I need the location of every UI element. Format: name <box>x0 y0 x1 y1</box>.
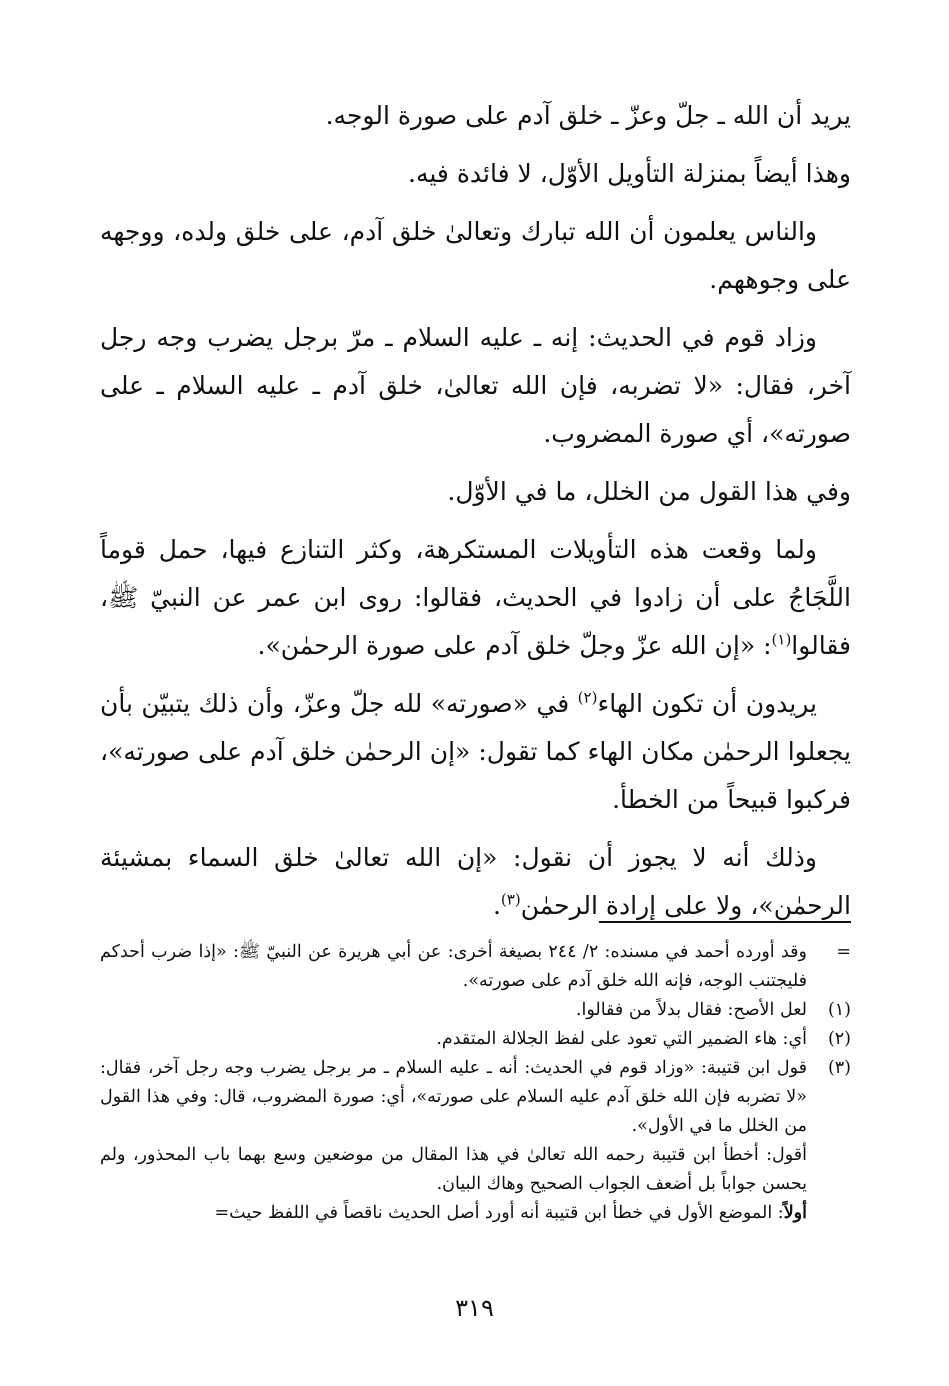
footnote-continuation-text: وقد أورده أحمد في مسنده: ٢/ ٢٤٤ بصيغة أخرى: عن أبي هريرة عن النبيّ ﷺ: «إذا ضرب أحدكم فليجتنب الوجه، فإنه الله خلق آدم على صورته». <box>100 942 807 991</box>
footnote-3-mark: (٣) <box>827 1058 851 1078</box>
footnote-continuation-mark: = <box>836 942 851 962</box>
footnote-continuation <box>100 938 851 996</box>
paragraph-6 <box>100 526 851 670</box>
footnote-2-mark: (٢) <box>827 1029 851 1049</box>
paragraph-8-text-b: . <box>492 891 501 920</box>
footnote-3 <box>100 1054 851 1228</box>
footnote-3-paragraph-3-rest: : الموضع الأول في خطأ ابن قتيبة أنه أورد أصل الحديث ناقصاً في اللفظ حيث= <box>214 1203 784 1223</box>
paragraph-2: وهذا أيضاً بمنزلة التأويل الأوّل، لا فائدة فيه. <box>408 159 851 188</box>
footnote-1-text: لعل الأصح: فقال بدلاً من فقالوا. <box>575 1000 807 1020</box>
footnote-3-paragraph-3 <box>100 1199 807 1228</box>
footnote-3-paragraph-3-lead: أولاً <box>783 1203 807 1223</box>
footnote-3-text: قول ابن قتيبة: «وزاد قوم في الحديث: أنه ـ عليه السلام ـ مر برجل يضرب وجه رجل آخر، فقال: «لا تضربه فإن الله خلق آدم عليه السلام على صورته»، أي: صورة المضروب، قال: وفي هذا القول من الخلل ما في الأول». <box>100 1058 807 1136</box>
footnote-3-body <box>100 1054 807 1228</box>
footnote-1-mark: (١) <box>827 1000 851 1020</box>
footnote-1 <box>100 996 851 1025</box>
page-number: ٣١٩ <box>455 1294 494 1322</box>
paragraph-7 <box>100 680 851 824</box>
footnote-separator <box>599 921 851 923</box>
footnote-2 <box>100 1025 851 1054</box>
paragraph-7-text-a: يريدون أن تكون الهاء <box>597 689 817 718</box>
footnote-ref-1: (١) <box>771 630 792 649</box>
main-text <box>100 92 851 940</box>
footnote-ref-3: (٣) <box>500 890 521 909</box>
footnote-2-text: أي: هاء الضمير التي تعود على لفظ الجلالة المتقدم. <box>436 1029 807 1049</box>
paragraph-3: والناس يعلمون أن الله تبارك وتعالىٰ خلق آدم، على خلق ولده، ووجهه على وجوههم. <box>100 217 851 294</box>
paragraph-5: وفي هذا القول من الخلل، ما في الأوّل. <box>447 477 851 506</box>
paragraph-8-text-a: وذلك أنه لا يجوز أن نقول: «إن الله تعالىٰ خلق السماء بمشيئة الرحمٰن»، ولا على إرادة الرحمٰن <box>100 843 851 920</box>
footnote-ref-2: (٢) <box>577 688 598 707</box>
paragraph-8 <box>100 834 851 930</box>
paragraph-7-text-b: في «صورته» لله جلّ وعزّ، وأن ذلك يتبيّن بأن يجعلوا الرحمٰن مكان الهاء كما تقول: «إن الرحمٰن خلق آدم على صورته»، فركبوا قبيحاً من الخطأ. <box>100 689 851 814</box>
footnotes <box>100 938 851 1228</box>
footnote-3-paragraph-2: أقول: أخطأ ابن قتيبة رحمه الله تعالىٰ في هذا المقال من موضعين وسع بهما باب المحذور، ولم يحسن جواباً بل أضعف الجواب الصحيح وهاك البيان. <box>100 1145 807 1194</box>
paragraph-4: وزاد قوم في الحديث: إنه ـ عليه السلام ـ مرّ برجل يضرب وجه رجل آخر، فقال: «لا تضربه، فإن الله تعالىٰ، خلق آدم ـ عليه السلام ـ على صورته»، أي صورة المضروب. <box>100 323 851 448</box>
paragraph-1: يريد أن الله ـ جلّ وعزّ ـ خلق آدم على صورة الوجه. <box>325 101 851 130</box>
paragraph-6-text-a: ولما وقعت هذه التأويلات المستكرهة، وكثر التنازع فيها، حمل قوماً اللَّجَاجُ على أن زادوا في الحديث، فقالوا: روى ابن عمر عن النبيّ ﷺ، فقالوا <box>100 535 851 660</box>
paragraph-6-text-b: : «إن الله عزّ وجلّ خلق آدم على صورة الرحمٰن». <box>257 631 772 660</box>
